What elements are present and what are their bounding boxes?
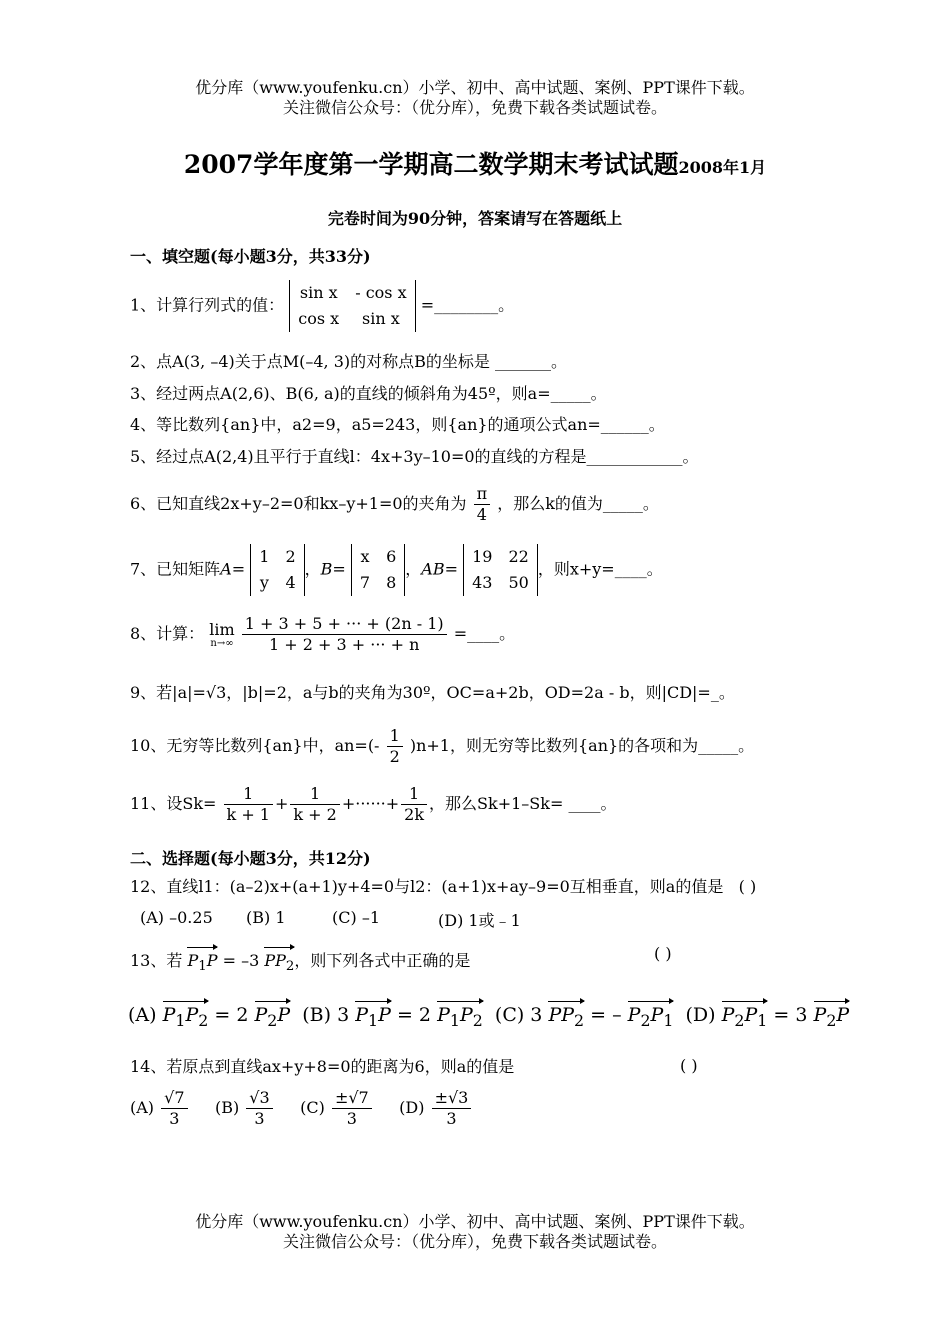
q1-suffix: =________。 bbox=[420, 295, 515, 315]
q12-option-b: (B) 1 bbox=[246, 908, 286, 927]
footer-line-2: 关注微信公众号：（优分库），免费下载各类试题试卷。 bbox=[282, 1232, 667, 1251]
question-8: 8、计算： lim n→∞ $\frac{1 + 3 + 5 + \cdot\cdot\cdot + (2n - 1)}{1 + 2 + 3 + \cdot\cdot\cdot + n}$ =____。 bbox=[130, 614, 516, 654]
q1-determinant: sin x - cos x cos x sin x bbox=[289, 280, 415, 332]
title-date: 2008年1月 bbox=[678, 158, 767, 177]
exam-subtitle: 完卷时间为90分钟，答案请写在答题纸上 bbox=[327, 209, 623, 228]
q12-option-c: (C) –1 bbox=[332, 908, 380, 927]
q6-prefix: 6、已知直线2x+y–2=0和kx–y+1=0的夹角为 bbox=[130, 494, 467, 513]
question-3: 3、经过两点A(2,6)、B(6, a)的直线的倾斜角为45º，则a=_____。 bbox=[130, 384, 607, 403]
page-footer bbox=[0, 1212, 950, 1252]
matrix-b: x 6 7 8 bbox=[351, 544, 405, 596]
question-14: 14、若原点到直线ax+y+8=0的距离为6，则a的值是 bbox=[130, 1057, 515, 1076]
q14-options: (A) $\frac{√7}{3}$ (B) $\frac{√3}{3}$ (C) $\frac{\pm√7}{3}$ (D) $\frac{\pm√3}{3}$ bbox=[130, 1088, 473, 1129]
question-10: 10、无穷等比数列{an}中，an=(- $\frac{1}{2}$ )n+1，则无穷等比数列{an}的各项和为_____。 bbox=[130, 726, 755, 766]
q8-fraction: $\frac{1 + 3 + 5 + \cdot\cdot\cdot + (2n - 1)}{1 + 2 + 3 + \cdot\cdot\cdot + n}$ bbox=[242, 614, 447, 655]
q12-option-d: (D) 1或﹣1 bbox=[438, 911, 521, 930]
question-4: 4、等比数列{an}中，a2=9，a5=243，则{an}的通项公式an=______。 bbox=[130, 415, 665, 434]
section-choice: 二、选择题(每小题3分，共12分) bbox=[130, 849, 371, 868]
exam-title bbox=[0, 145, 950, 181]
q14-paren: ( ) bbox=[680, 1056, 698, 1075]
q6-suffix: ，那么k的值为_____。 bbox=[497, 494, 659, 513]
q13-paren: ( ) bbox=[654, 944, 672, 963]
q8-limit: lim n→∞ bbox=[209, 619, 235, 649]
q10-fraction: $\frac{1}{2}$ bbox=[387, 726, 403, 767]
question-12: 12、直线l1：(a–2)x+(a+1)y+4=0与l2：(a+1)x+ay–9=0互相垂直，则a的值是 ( ) bbox=[130, 877, 757, 896]
question-9: 9、若|a|=√3，|b|=2，a与b的夹角为30º，OC=a+2b，OD=2a - b，则|CD|=_。 bbox=[130, 683, 735, 702]
question-6 bbox=[130, 484, 659, 525]
header-line-1: 优分库（www.youfenku.cn）小学、初中、高中试题、案例、PPT课件下载。 bbox=[195, 78, 755, 97]
q6-fraction: $\frac{\pi}{4}$ bbox=[474, 484, 491, 525]
q1-prefix: 1、计算行列式的值： bbox=[130, 295, 285, 315]
q12-option-a: (A) –0.25 bbox=[140, 908, 213, 927]
question-11: 11、设Sk= $\frac{1}{k + 1}$ + $\frac{1}{k + 2}$ +······+ $\frac{1}{2k}$ ，那么Sk+1–Sk= ____。 bbox=[130, 784, 617, 824]
footer-line-1: 优分库（www.youfenku.cn）小学、初中、高中试题、案例、PPT课件下载。 bbox=[195, 1212, 755, 1231]
section-fill-in: 一、填空题(每小题3分，共33分) bbox=[130, 247, 371, 266]
header-line-2: 关注微信公众号：（优分库），免费下载各类试题试卷。 bbox=[282, 98, 667, 117]
question-13: 13、若 $P_1P = -3$ $PP_2$，则下列各式中正确的是 bbox=[130, 944, 470, 978]
matrix-a: 1 2 y 4 bbox=[250, 544, 304, 596]
question-5: 5、经过点A(2,4)且平行于直线l：4x+3y–10=0的直线的方程是____________。 bbox=[130, 447, 699, 466]
matrix-ab: 19 22 43 50 bbox=[463, 544, 538, 596]
q13-options: (A) $P_1P_2 = 2$ $P_2P$ (B) 3 $P_1P = 2$ $P_1P_2$ (C) 3 $PP_2$ = – $P_2P_1$ (D) $P_2P_1 = 3$ $P_2P$ bbox=[128, 998, 849, 1032]
question-1 bbox=[130, 280, 514, 332]
page-header bbox=[0, 78, 950, 118]
title-main: 2007学年度第一学期高二数学期末考试试题 bbox=[183, 150, 679, 179]
question-2: 2、点A(3, –4)关于点M(–4, 3)的对称点B的坐标是 _______。 bbox=[130, 352, 567, 371]
question-7: 7、已知矩阵A= 1 2 y 4 ，B= x 6 7 8 ，AB= 19 22 43 50 ，则x+y=____。 bbox=[130, 544, 663, 596]
